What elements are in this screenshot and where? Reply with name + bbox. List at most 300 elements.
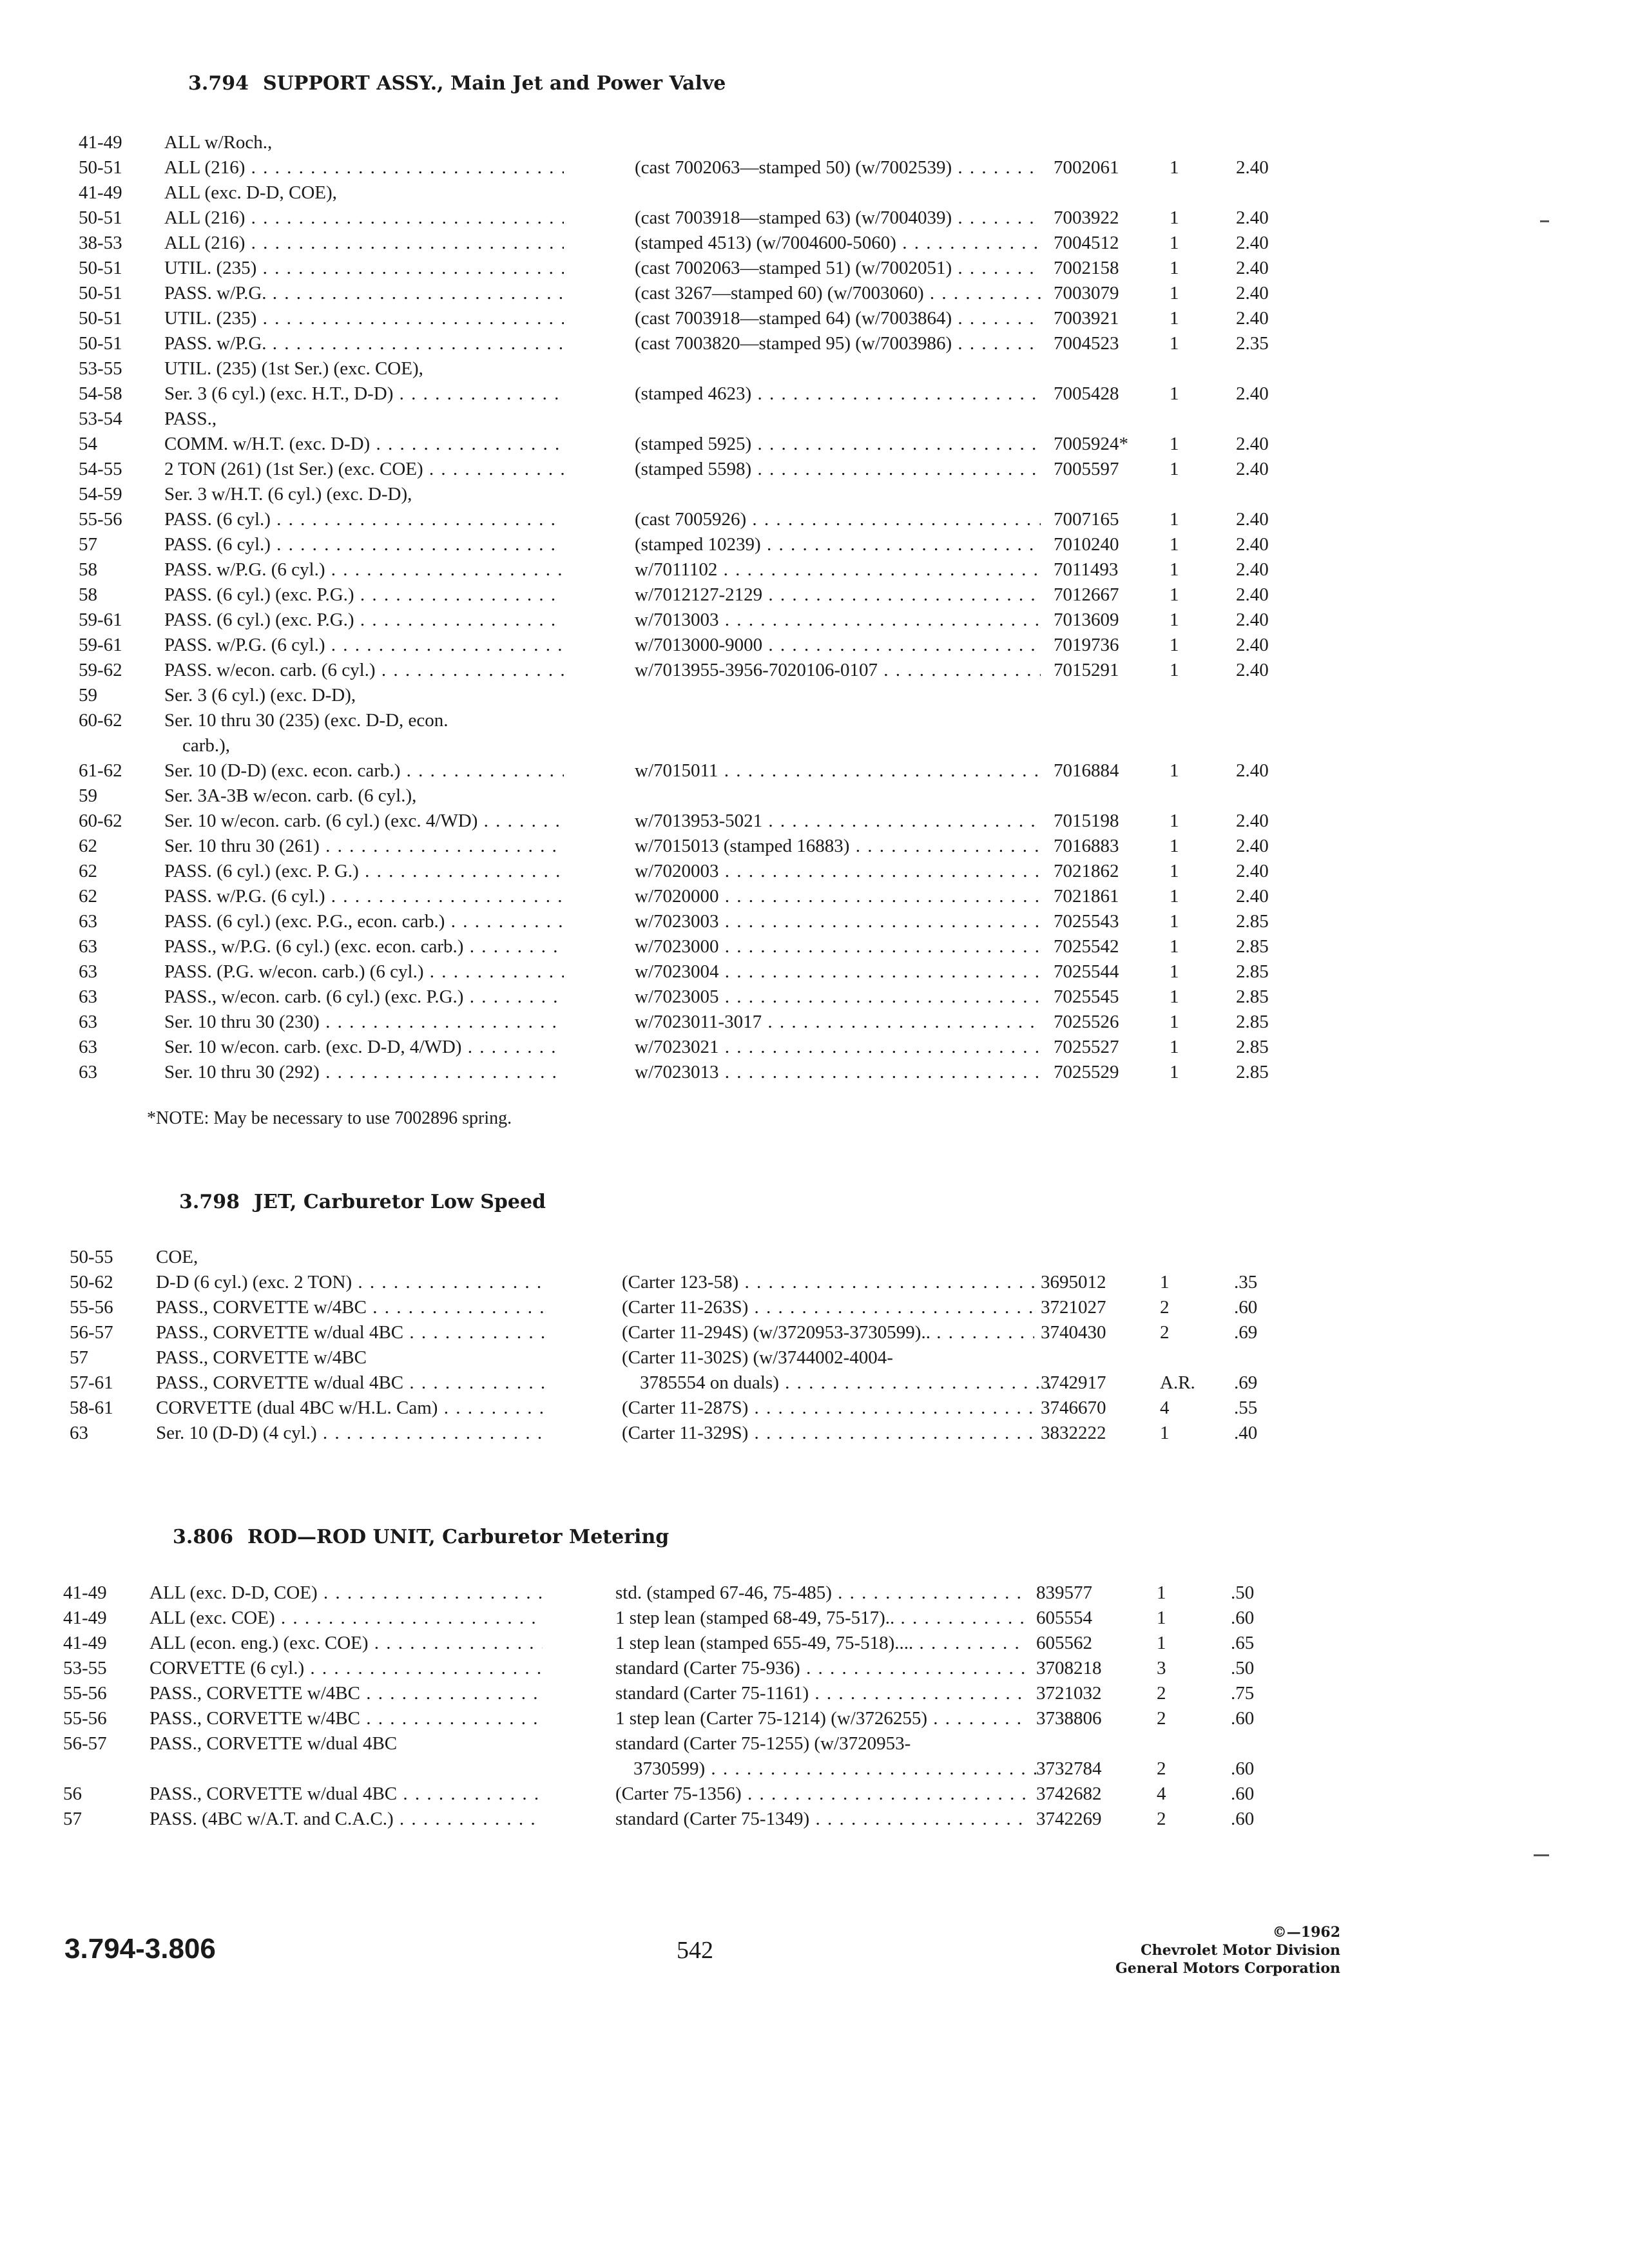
section-heading: ROD—ROD UNIT, Carburetor Metering xyxy=(247,1526,670,1548)
application: Ser. 10 thru 30 (235) (exc. D-D, econ. xyxy=(164,710,448,731)
model-years: 56 xyxy=(63,1783,82,1804)
table-row xyxy=(0,559,1629,585)
remarks: standard (Carter 75-1349) . . . xyxy=(615,1809,1028,1830)
list-price: 2.40 xyxy=(1236,610,1269,630)
list-price: .75 xyxy=(1231,1683,1255,1704)
part-number: 7010240 xyxy=(1054,534,1119,555)
application: Ser. 10 thru 30 (261) . . . xyxy=(164,836,564,857)
part-number: 7025545 xyxy=(1054,986,1119,1007)
application: PASS., xyxy=(164,408,217,429)
table-row xyxy=(0,258,1629,284)
list-price: 2.40 xyxy=(1236,811,1269,831)
quantity: 1 xyxy=(1170,534,1179,555)
quantity: 1 xyxy=(1170,233,1179,253)
quantity: 1 xyxy=(1170,610,1179,630)
part-number: 3742269 xyxy=(1036,1809,1102,1829)
list-price: .55 xyxy=(1234,1398,1258,1418)
model-years: 59 xyxy=(79,685,97,706)
table-row xyxy=(0,635,1629,660)
part-number: 7019736 xyxy=(1054,635,1119,655)
table-row xyxy=(0,459,1629,485)
quantity: 1 xyxy=(1170,961,1179,982)
remarks: standard (Carter 75-936) . . . xyxy=(615,1658,1028,1679)
table-row xyxy=(0,911,1629,937)
application: PASS., CORVETTE w/4BC xyxy=(156,1347,367,1368)
remarks: w/7020003 . . . xyxy=(635,861,1041,882)
list-price: 2.40 xyxy=(1236,383,1269,404)
part-number: 3732784 xyxy=(1036,1758,1102,1779)
remarks: 1 step lean (Carter 75-1214) (w/3726255) . . . xyxy=(615,1708,1028,1729)
quantity: 3 xyxy=(1157,1658,1166,1678)
part-number: 3746670 xyxy=(1041,1398,1106,1418)
list-price: 2.85 xyxy=(1236,961,1269,982)
model-years: 50-51 xyxy=(79,283,122,303)
list-price: 2.40 xyxy=(1236,459,1269,479)
quantity: 4 xyxy=(1157,1783,1166,1804)
quantity: 1 xyxy=(1170,911,1179,932)
section-number: 3.806 xyxy=(173,1526,233,1548)
part-number: 7002158 xyxy=(1054,258,1119,278)
table-row xyxy=(0,1037,1629,1062)
remarks: 3730599) . . . xyxy=(633,1758,1046,1780)
table-row xyxy=(0,233,1629,258)
part-number: 3742917 xyxy=(1041,1372,1106,1393)
remarks: (cast 7003918—stamped 64) (w/7003864) . . . xyxy=(635,308,1041,329)
corporation: General Motors Corporation xyxy=(1115,1960,1340,1977)
application: COMM. w/H.T. (exc. D-D) . . . xyxy=(164,434,564,455)
publisher-block xyxy=(1063,1923,1340,1977)
application: PASS., CORVETTE w/dual 4BC . . . xyxy=(149,1783,543,1805)
application: D-D (6 cyl.) (exc. 2 TON) . . . xyxy=(156,1272,549,1293)
remarks: (cast 3267—stamped 60) (w/7003060) . . . xyxy=(635,283,1041,304)
remarks: (Carter 11-329S) . . . xyxy=(622,1423,1034,1444)
table-row xyxy=(0,1608,1629,1633)
list-price: .60 xyxy=(1231,1809,1255,1829)
model-years: 63 xyxy=(70,1423,88,1443)
model-years: 58 xyxy=(79,559,97,580)
list-price: 2.85 xyxy=(1236,986,1269,1007)
table-row xyxy=(0,685,1629,711)
quantity: 1 xyxy=(1170,836,1179,856)
list-price: .69 xyxy=(1234,1322,1258,1343)
part-number: 7005597 xyxy=(1054,459,1119,479)
table-row xyxy=(0,283,1629,309)
remarks: (Carter 11-263S) . . . xyxy=(622,1297,1034,1318)
remarks: (Carter 11-287S) . . . xyxy=(622,1398,1034,1419)
model-years: 54-58 xyxy=(79,383,122,404)
section-number: 3.794 xyxy=(188,72,249,95)
part-number: 7004523 xyxy=(1054,333,1119,354)
table-row xyxy=(0,1708,1629,1734)
quantity: 1 xyxy=(1170,760,1179,781)
application: ALL (216) . . . xyxy=(164,157,564,178)
list-price: 2.40 xyxy=(1236,258,1269,278)
list-price: 2.85 xyxy=(1236,936,1269,957)
list-price: 2.40 xyxy=(1236,861,1269,881)
remarks: (stamped 5598) . . . xyxy=(635,459,1041,480)
remarks: w/7023000 . . . xyxy=(635,936,1041,957)
table-row xyxy=(0,986,1629,1012)
remarks: w/7023021 . . . xyxy=(635,1037,1041,1058)
part-number: 7003922 xyxy=(1054,207,1119,228)
application: 2 TON (261) (1st Ser.) (exc. COE) . . . xyxy=(164,459,564,480)
model-years: 60-62 xyxy=(79,710,122,731)
table-row xyxy=(0,408,1629,434)
list-price: .50 xyxy=(1231,1658,1255,1678)
table-row xyxy=(0,1347,1629,1373)
table-row xyxy=(0,1783,1629,1809)
table-row xyxy=(0,760,1629,786)
list-price: 2.40 xyxy=(1236,886,1269,907)
part-number: 605562 xyxy=(1036,1633,1092,1653)
footnote: *NOTE: May be necessary to use 7002896 spring. xyxy=(147,1108,512,1128)
application: PASS. (6 cyl.) (exc. P.G.) . . . xyxy=(164,610,564,631)
model-years: 63 xyxy=(79,961,97,982)
quantity: 1 xyxy=(1160,1423,1170,1443)
model-years: 50-51 xyxy=(79,258,122,278)
model-years: 50-51 xyxy=(79,308,122,329)
margin-mark xyxy=(1534,1854,1549,1856)
application: PASS., w/econ. carb. (6 cyl.) (exc. P.G.) . . . xyxy=(164,986,564,1008)
list-price: 2.40 xyxy=(1236,283,1269,303)
list-price: 2.35 xyxy=(1236,333,1269,354)
table-row xyxy=(0,886,1629,912)
model-years: 62 xyxy=(79,836,97,856)
table-row xyxy=(0,710,1629,736)
part-number: 3695012 xyxy=(1041,1272,1106,1293)
quantity: 1 xyxy=(1170,207,1179,228)
application: PASS., CORVETTE w/4BC . . . xyxy=(149,1708,543,1729)
application: carb.), xyxy=(182,735,231,756)
page-number: 542 xyxy=(677,1937,713,1964)
table-row xyxy=(0,132,1629,158)
part-number: 7025543 xyxy=(1054,911,1119,932)
model-years: 57 xyxy=(70,1347,88,1368)
application: ALL (exc. COE) . . . xyxy=(149,1608,543,1629)
remarks: w/7023004 . . . xyxy=(635,961,1041,983)
part-number: 7005428 xyxy=(1054,383,1119,404)
list-price: .60 xyxy=(1231,1608,1255,1628)
section-heading: JET, Carburetor Low Speed xyxy=(253,1191,546,1213)
model-years: 54-59 xyxy=(79,484,122,505)
model-years: 58-61 xyxy=(70,1398,113,1418)
list-price: 2.40 xyxy=(1236,584,1269,605)
quantity: 1 xyxy=(1170,559,1179,580)
list-price: 2.85 xyxy=(1236,911,1269,932)
part-number: 7005924* xyxy=(1054,434,1128,454)
application: PASS. (6 cyl.) (exc. P. G.) . . . xyxy=(164,861,564,882)
remarks: (cast 7002063—stamped 51) (w/7002051) . . . xyxy=(635,258,1041,279)
table-row xyxy=(0,333,1629,359)
model-years: 63 xyxy=(79,911,97,932)
list-price: .60 xyxy=(1231,1783,1255,1804)
application: Ser. 3A-3B w/econ. carb. (6 cyl.), xyxy=(164,785,417,806)
remarks: (stamped 4513) (w/7004600-5060) . . . xyxy=(635,233,1041,254)
quantity: 1 xyxy=(1170,986,1179,1007)
application: PASS. (P.G. w/econ. carb.) (6 cyl.) . . . xyxy=(164,961,564,983)
remarks: w/7023013 . . . xyxy=(635,1062,1041,1083)
part-number: 7025526 xyxy=(1054,1012,1119,1032)
quantity: 1 xyxy=(1170,1012,1179,1032)
page-range: 3.794-3.806 xyxy=(64,1933,216,1965)
table-row xyxy=(0,1372,1629,1398)
table-row xyxy=(0,1658,1629,1684)
remarks: standard (Carter 75-1161) . . . xyxy=(615,1683,1028,1704)
application: ALL (exc. D-D, COE), xyxy=(164,182,337,203)
remarks: w/7011102 . . . xyxy=(635,559,1041,581)
application: PASS. w/econ. carb. (6 cyl.) . . . xyxy=(164,660,564,681)
remarks: (cast 7003820—stamped 95) (w/7003986) . . . xyxy=(635,333,1041,354)
part-number: 7021861 xyxy=(1054,886,1119,907)
application: PASS. (6 cyl.) . . . xyxy=(164,534,564,555)
remarks: (Carter 11-294S) (w/3720953-3730599).. . . . xyxy=(622,1322,1034,1343)
table-row xyxy=(0,1758,1629,1784)
application: PASS. w/P.G. . . . xyxy=(164,283,564,304)
table-row xyxy=(0,785,1629,811)
application: PASS. w/P.G. (6 cyl.) . . . xyxy=(164,886,564,907)
quantity: 1 xyxy=(1170,258,1179,278)
list-price: 2.40 xyxy=(1236,157,1269,178)
model-years: 59-61 xyxy=(79,635,122,655)
model-years: 41-49 xyxy=(63,1608,107,1628)
list-price: .60 xyxy=(1231,1758,1255,1779)
table-row xyxy=(0,936,1629,962)
table-row xyxy=(0,1683,1629,1709)
remarks: 1 step lean (stamped 68-49, 75-517).. . . . xyxy=(615,1608,1028,1629)
list-price: .60 xyxy=(1231,1708,1255,1729)
list-price: 2.40 xyxy=(1236,660,1269,680)
quantity: 1 xyxy=(1170,936,1179,957)
application: PASS. (6 cyl.) (exc. P.G.) . . . xyxy=(164,584,564,606)
application: Ser. 10 w/econ. carb. (exc. D-D, 4/WD) . . . xyxy=(164,1037,564,1058)
table-row xyxy=(0,1733,1629,1759)
quantity: 1 xyxy=(1170,383,1179,404)
table-row xyxy=(0,1012,1629,1037)
remarks: (Carter 11-302S) (w/3744002-4004- xyxy=(622,1347,893,1368)
application: ALL (exc. D-D, COE) . . . xyxy=(149,1582,543,1604)
model-years: 55-56 xyxy=(70,1297,113,1318)
remarks: w/7015011 . . . xyxy=(635,760,1041,782)
part-number: 7012667 xyxy=(1054,584,1119,605)
remarks: 1 step lean (stamped 655-49, 75-518).... . . . xyxy=(615,1633,1028,1654)
table-row xyxy=(0,434,1629,459)
part-number: 3740430 xyxy=(1041,1322,1106,1343)
table-row xyxy=(0,182,1629,208)
model-years: 54-55 xyxy=(79,459,122,479)
application: Ser. 10 (D-D) (exc. econ. carb.) . . . xyxy=(164,760,564,782)
quantity: 1 xyxy=(1160,1272,1170,1293)
remarks: standard (Carter 75-1255) (w/3720953- xyxy=(615,1733,911,1754)
list-price: .35 xyxy=(1234,1272,1258,1293)
section-title xyxy=(188,72,726,95)
table-row xyxy=(0,660,1629,686)
part-number: 3832222 xyxy=(1041,1423,1106,1443)
application: Ser. 10 w/econ. carb. (6 cyl.) (exc. 4/WD) . . . xyxy=(164,811,564,832)
list-price: 2.85 xyxy=(1236,1062,1269,1082)
part-number: 7015198 xyxy=(1054,811,1119,831)
part-number: 7025527 xyxy=(1054,1037,1119,1057)
list-price: .60 xyxy=(1234,1297,1258,1318)
list-price: 2.40 xyxy=(1236,207,1269,228)
model-years: 56-57 xyxy=(70,1322,113,1343)
quantity: A.R. xyxy=(1160,1372,1195,1393)
list-price: .50 xyxy=(1231,1582,1255,1603)
table-row xyxy=(0,383,1629,409)
section-number: 3.798 xyxy=(179,1191,240,1213)
part-number: 7025544 xyxy=(1054,961,1119,982)
remarks: (stamped 5925) . . . xyxy=(635,434,1041,455)
quantity: 2 xyxy=(1157,1708,1166,1729)
model-years: 57 xyxy=(79,534,97,555)
application: Ser. 3 (6 cyl.) (exc. D-D), xyxy=(164,685,356,706)
table-row xyxy=(0,1247,1629,1273)
part-number: 7025529 xyxy=(1054,1062,1119,1082)
part-number: 7021862 xyxy=(1054,861,1119,881)
quantity: 4 xyxy=(1160,1398,1170,1418)
remarks: w/7013953-5021 . . . xyxy=(635,811,1041,832)
table-row xyxy=(0,1398,1629,1423)
quantity: 1 xyxy=(1170,584,1179,605)
quantity: 1 xyxy=(1157,1633,1166,1653)
application: PASS. w/P.G. . . . xyxy=(164,333,564,354)
application: ALL (econ. eng.) (exc. COE) . . . xyxy=(149,1633,543,1654)
model-years: 41-49 xyxy=(63,1633,107,1653)
remarks: w/7023003 . . . xyxy=(635,911,1041,932)
list-price: 2.40 xyxy=(1236,559,1269,580)
application: PASS., CORVETTE w/4BC . . . xyxy=(149,1683,543,1704)
quantity: 1 xyxy=(1170,660,1179,680)
list-price: 2.40 xyxy=(1236,509,1269,530)
quantity: 2 xyxy=(1160,1297,1170,1318)
part-number: 7011493 xyxy=(1054,559,1119,580)
list-price: .65 xyxy=(1231,1633,1255,1653)
part-number: 7016884 xyxy=(1054,760,1119,781)
quantity: 1 xyxy=(1170,811,1179,831)
model-years: 50-55 xyxy=(70,1247,113,1267)
part-number: 7004512 xyxy=(1054,233,1119,253)
table-row xyxy=(0,1272,1629,1298)
application: PASS., CORVETTE w/dual 4BC xyxy=(149,1733,398,1754)
part-number: 605554 xyxy=(1036,1608,1092,1628)
quantity: 1 xyxy=(1170,1037,1179,1057)
list-price: 2.40 xyxy=(1236,836,1269,856)
application: Ser. 3 (6 cyl.) (exc. H.T., D-D) . . . xyxy=(164,383,564,405)
table-row xyxy=(0,1582,1629,1608)
remarks: w/7023011-3017 . . . xyxy=(635,1012,1041,1033)
quantity: 1 xyxy=(1170,157,1179,178)
part-number: 7003921 xyxy=(1054,308,1119,329)
application: CORVETTE (dual 4BC w/H.L. Cam) . . . xyxy=(156,1398,549,1419)
part-number: 7025542 xyxy=(1054,936,1119,957)
model-years: 41-49 xyxy=(79,182,122,203)
application: CORVETTE (6 cyl.) . . . xyxy=(149,1658,543,1679)
list-price: 2.40 xyxy=(1236,233,1269,253)
model-years: 63 xyxy=(79,986,97,1007)
list-price: 2.40 xyxy=(1236,760,1269,781)
quantity: 1 xyxy=(1170,509,1179,530)
model-years: 62 xyxy=(79,886,97,907)
remarks: (Carter 75-1356) . . . xyxy=(615,1783,1028,1805)
section-title xyxy=(173,1526,669,1548)
table-row xyxy=(0,157,1629,183)
list-price: 2.40 xyxy=(1236,534,1269,555)
model-years: 59 xyxy=(79,785,97,806)
quantity: 1 xyxy=(1157,1582,1166,1603)
remarks: w/7013955-3956-7020106-0107 . . . xyxy=(635,660,1041,681)
part-number: 7003079 xyxy=(1054,283,1119,303)
application: UTIL. (235) . . . xyxy=(164,258,564,279)
section-title xyxy=(179,1191,546,1213)
table-row xyxy=(0,610,1629,635)
part-number: 3738806 xyxy=(1036,1708,1102,1729)
part-number: 3721027 xyxy=(1041,1297,1106,1318)
table-row xyxy=(0,836,1629,861)
model-years: 63 xyxy=(79,1062,97,1082)
table-row xyxy=(0,811,1629,836)
application: Ser. 10 thru 30 (292) . . . xyxy=(164,1062,564,1083)
part-number: 839577 xyxy=(1036,1582,1092,1603)
model-years: 55-56 xyxy=(79,509,122,530)
list-price: .69 xyxy=(1234,1372,1258,1393)
margin-mark xyxy=(1540,220,1549,222)
application: Ser. 10 thru 30 (230) . . . xyxy=(164,1012,564,1033)
remarks: 3785554 on duals) . . . xyxy=(640,1372,1052,1394)
remarks: (stamped 10239) . . . xyxy=(635,534,1041,555)
table-row xyxy=(0,1297,1629,1323)
remarks: (cast 7002063—stamped 50) (w/7002539) . . . xyxy=(635,157,1041,178)
application: Ser. 3 w/H.T. (6 cyl.) (exc. D-D), xyxy=(164,484,412,505)
section-heading: SUPPORT ASSY., Main Jet and Power Valve xyxy=(262,72,726,95)
model-years: 58 xyxy=(79,584,97,605)
table-row xyxy=(0,1062,1629,1088)
model-years: 53-54 xyxy=(79,408,122,429)
quantity: 1 xyxy=(1170,1062,1179,1082)
part-number: 3721032 xyxy=(1036,1683,1102,1704)
model-years: 41-49 xyxy=(63,1582,107,1603)
quantity: 2 xyxy=(1160,1322,1170,1343)
table-row xyxy=(0,1809,1629,1834)
application: PASS., CORVETTE w/dual 4BC . . . xyxy=(156,1372,549,1394)
application: PASS. (4BC w/A.T. and C.A.C.) . . . xyxy=(149,1809,543,1830)
part-number: 7015291 xyxy=(1054,660,1119,680)
remarks: w/7013003 . . . xyxy=(635,610,1041,631)
model-years: 57 xyxy=(63,1809,82,1829)
application: PASS., CORVETTE w/4BC . . . xyxy=(156,1297,549,1318)
model-years: 55-56 xyxy=(63,1708,107,1729)
remarks: (cast 7005926) . . . xyxy=(635,509,1041,530)
remarks: w/7012127-2129 . . . xyxy=(635,584,1041,606)
application: PASS. w/P.G. (6 cyl.) . . . xyxy=(164,559,564,581)
model-years: 61-62 xyxy=(79,760,122,781)
model-years: 41-49 xyxy=(79,132,122,153)
table-row xyxy=(0,308,1629,334)
quantity: 2 xyxy=(1157,1683,1166,1704)
table-row xyxy=(0,861,1629,887)
model-years: 62 xyxy=(79,861,97,881)
division: Chevrolet Motor Division xyxy=(1141,1942,1340,1959)
part-number: 7007165 xyxy=(1054,509,1119,530)
table-row xyxy=(0,358,1629,384)
model-years: 63 xyxy=(79,936,97,957)
list-price: 2.40 xyxy=(1236,635,1269,655)
application: ALL (216) . . . xyxy=(164,233,564,254)
model-years: 38-53 xyxy=(79,233,122,253)
model-years: 50-51 xyxy=(79,157,122,178)
table-row xyxy=(0,735,1629,761)
remarks: w/7023005 . . . xyxy=(635,986,1041,1008)
quantity: 2 xyxy=(1157,1809,1166,1829)
list-price: .40 xyxy=(1234,1423,1258,1443)
